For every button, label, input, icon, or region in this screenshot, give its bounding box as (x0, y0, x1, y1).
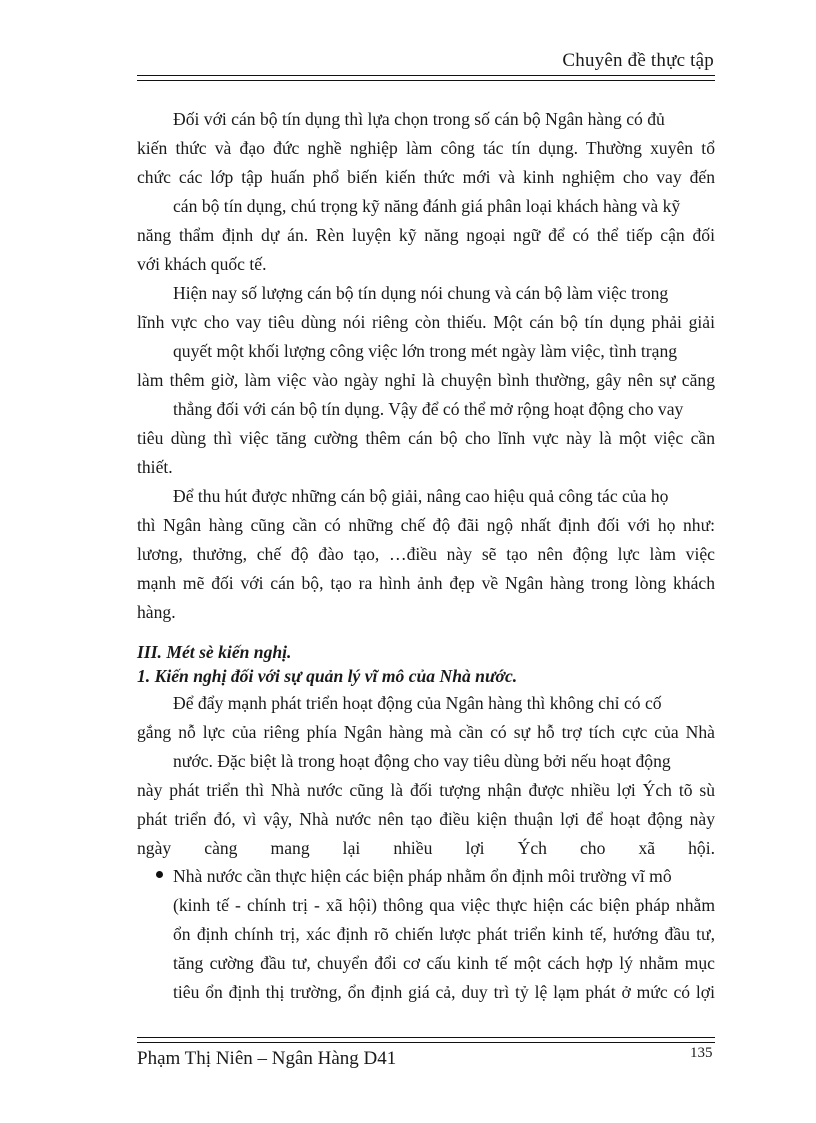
text-line: này phát triển thì Nhà nước cũng là đối tượng nhận được nhiều lợi Ých tõ sù (137, 780, 715, 800)
footer-rule-top (137, 1037, 715, 1038)
text-line: tiêu dùng thì việc tăng cường thêm cán bộ cho lĩnh vực này là một việc cần (137, 428, 715, 448)
header-title: Chuyên đề thực tập (562, 50, 714, 71)
text-line: lĩnh vực cho vay tiêu dùng nói riêng còn thiếu. Một cán bộ tín dụng phải giải (137, 312, 715, 332)
header-rule-top (137, 75, 715, 76)
text-line: quyết một khối lượng công việc lớn trong mét ngày làm việc, tình trạng (173, 341, 678, 361)
text-line: gắng nỗ lực của riêng phía Ngân hàng mà cần có sự hỗ trợ tích cực của Nhà (137, 722, 715, 742)
text-line: ngày càng mang lại nhiều lợi Ých cho xã hội. (137, 838, 715, 858)
text-line: cán bộ tín dụng, chú trọng kỹ năng đánh giá phân loại khách hàng và kỹ (173, 196, 681, 216)
bullet-text-line: tăng cường đầu tư, chuyển đổi cơ cấu kinh tế một cách hợp lý nhằm mục (173, 953, 715, 973)
text-line: năng thẩm định dự án. Rèn luyện kỹ năng ngoại ngữ để có thể tiếp cận đối (137, 225, 715, 245)
footer-author: Phạm Thị Niên – Ngân Hàng D41 (137, 1048, 397, 1069)
text-line: thì Ngân hàng cũng cần có những chế độ đãi ngộ nhất định đối với họ như: (137, 515, 715, 535)
text-line: kiến thức và đạo đức nghề nghiệp làm công tác tín dụng. Thường xuyên tổ (137, 138, 715, 158)
text-line: với khách quốc tế. (137, 254, 267, 274)
text-line: mạnh mẽ đối với cán bộ, tạo ra hình ảnh đẹp về Ngân hàng trong lòng khách (137, 573, 715, 593)
bullet-text-line: Nhà nước cần thực hiện các biện pháp nhằm ổn định môi trường vĩ mô (173, 866, 672, 886)
bullet-icon (156, 871, 163, 878)
text-line: thẳng đối với cán bộ tín dụng. Vậy để có thể mở rộng hoạt động cho vay (173, 399, 684, 419)
text-line: Để thu hút được những cán bộ giải, nâng cao hiệu quả công tác của họ (173, 486, 669, 506)
text-line: phát triển đó, vì vậy, Nhà nước nên tạo điều kiện thuận lợi để hoạt động này (137, 809, 715, 829)
subsection-heading: 1. Kiến nghị đối với sự quản lý vĩ mô của Nhà nước. (137, 666, 518, 686)
text-line: thiết. (137, 457, 173, 477)
text-line: hàng. (137, 602, 176, 622)
text-line: lương, thưởng, chế độ đào tạo, …điều này sẽ tạo nên động lực làm việc (137, 544, 715, 564)
text-line: chức các lớp tập huấn phổ biến kiến thức mới và kinh nghiệm cho vay đến (137, 167, 715, 187)
page-number: 135 (690, 1045, 713, 1061)
text-line: Để đẩy mạnh phát triển hoạt động của Ngân hàng thì không chỉ có cố (173, 693, 662, 713)
bullet-text-line: tiêu ổn định thị trường, ổn định giá cả, duy trì tỷ lệ lạm phát ở mức có lợi (173, 982, 715, 1002)
header-rule-bottom (137, 80, 715, 81)
text-line: Đối với cán bộ tín dụng thì lựa chọn trong số cán bộ Ngân hàng có đủ (173, 109, 665, 129)
section-heading: III. Mét sè kiến nghị. (137, 642, 292, 662)
footer-rule-bottom (137, 1042, 715, 1043)
text-line: nước. Đặc biệt là trong hoạt động cho vay tiêu dùng bởi nếu hoạt động (173, 751, 671, 771)
text-line: làm thêm giờ, làm việc vào ngày nghỉ là chuyện bình thường, gây nên sự căng (137, 370, 715, 390)
text-line: Hiện nay số lượng cán bộ tín dụng nói chung và cán bộ làm việc trong (173, 283, 669, 303)
bullet-text-line: (kinh tế - chính trị - xã hội) thông qua việc thực hiện các biện pháp nhằm (173, 895, 715, 915)
bullet-text-line: ổn định chính trị, xác định rõ chiến lược phát triển kinh tế, hướng đầu tư, (173, 924, 715, 944)
